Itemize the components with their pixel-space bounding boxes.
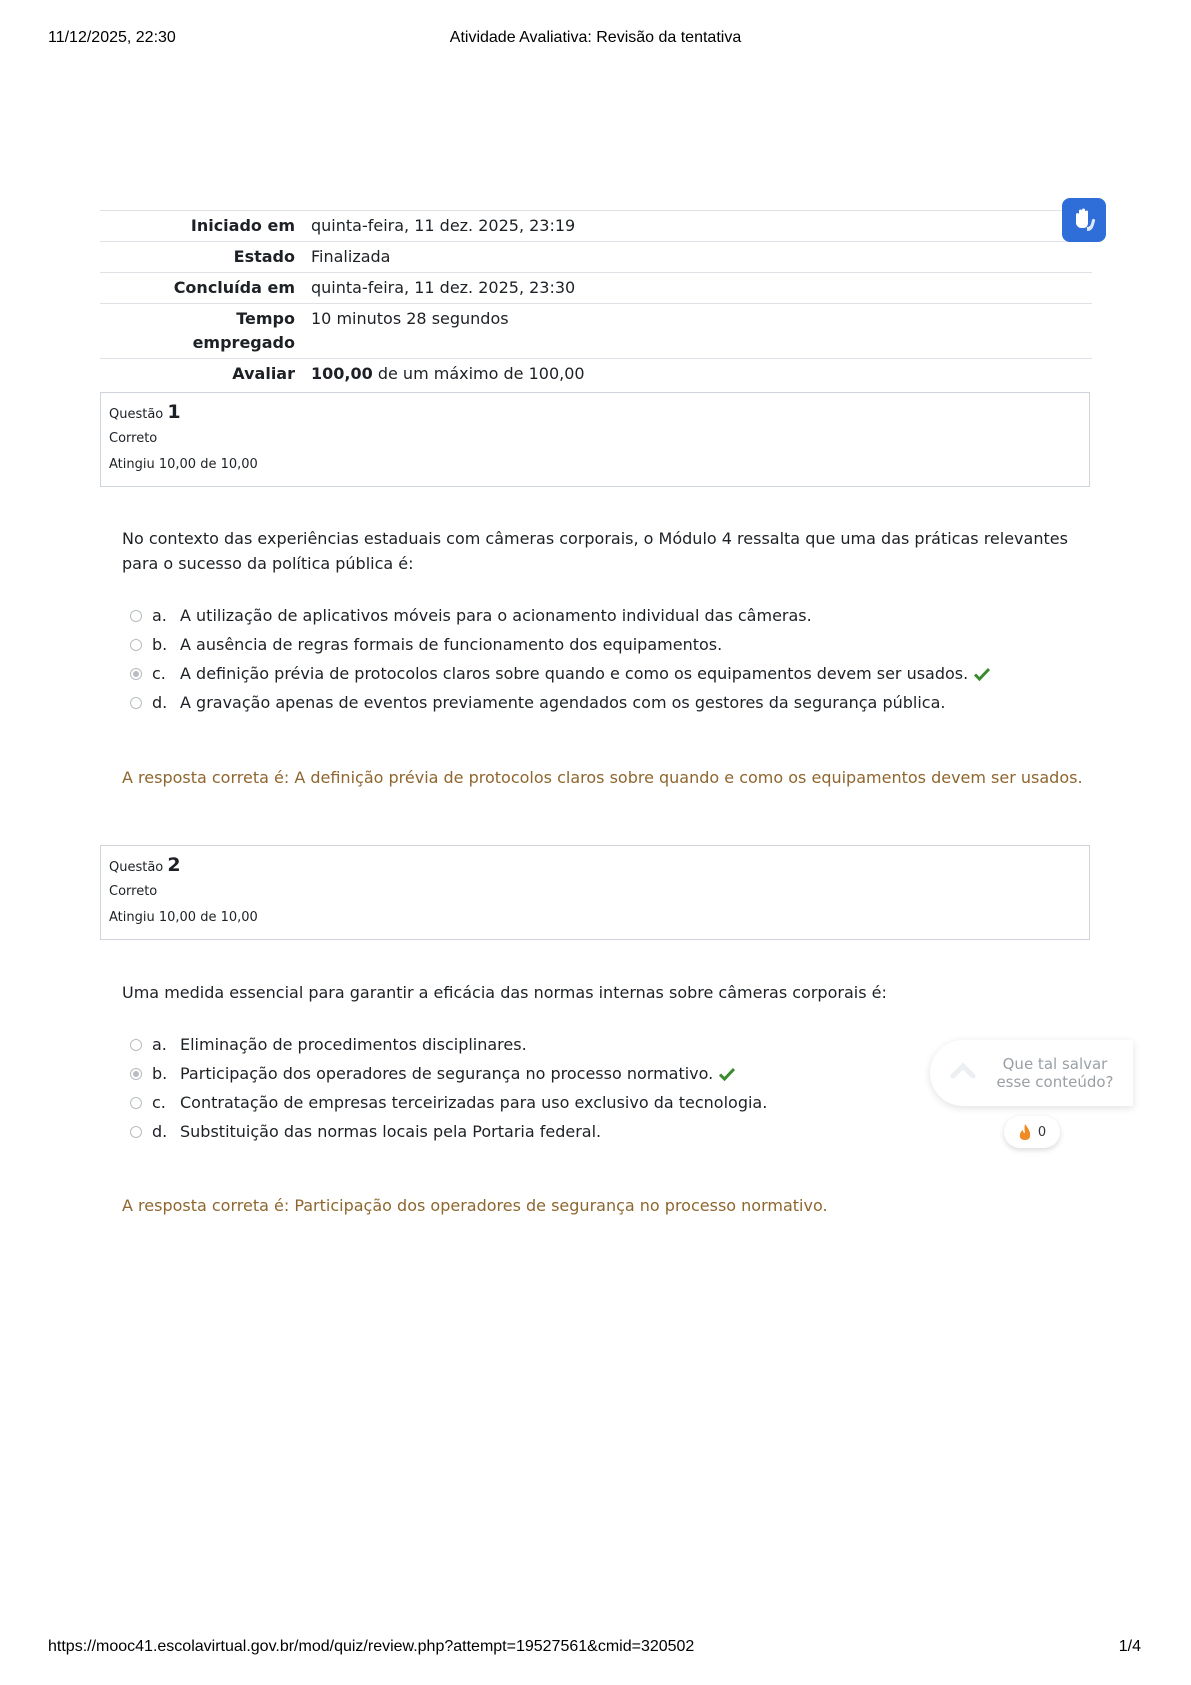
vlibras-accessibility-button[interactable]	[1062, 198, 1106, 242]
summary-row-time-taken	[100, 304, 1092, 359]
question-1-answers	[130, 601, 990, 717]
question-number: Questão 1	[109, 401, 181, 423]
answer-letter: d.	[152, 1122, 168, 1141]
answer-text: Contratação de empresas terceirizadas para uso exclusivo da tecnologia.	[180, 1093, 768, 1112]
question-state: Correto	[109, 431, 158, 446]
answer-text: A gravação apenas de eventos previamente agendados com os gestores da segurança pública.	[180, 693, 946, 712]
radio-button[interactable]	[130, 697, 142, 709]
answer-text: A ausência de regras formais de funcionamento dos equipamentos.	[180, 635, 723, 654]
print-footer	[0, 1638, 1191, 1660]
summary-value	[311, 359, 1092, 390]
summary-label: Iniciado em	[190, 216, 295, 235]
radio-button[interactable]	[130, 1039, 142, 1051]
question-1-right-answer: A resposta correta é: A definição prévia de protocolos claros sobre quando e como os equipamentos devem ser usados.	[122, 768, 1083, 787]
answer-option-selected[interactable]	[130, 1059, 767, 1088]
bookmark-icon	[950, 1062, 976, 1088]
correct-check-icon	[974, 667, 990, 681]
answer-letter: c.	[152, 1093, 166, 1112]
answer-letter: a.	[152, 606, 167, 625]
answer-text: A utilização de aplicativos móveis para o acionamento individual das câmeras.	[180, 606, 812, 625]
page-url: https://mooc41.escolavirtual.gov.br/mod/quiz/review.php?attempt=19527561&cmid=320502	[48, 1638, 695, 1655]
question-grade: Atingiu 10,00 de 10,00	[109, 910, 258, 925]
question-2-right-answer: A resposta correta é: Participação dos operadores de segurança no processo normativo.	[122, 1196, 828, 1215]
attempt-summary-table	[100, 210, 1092, 389]
answer-letter: d.	[152, 693, 168, 712]
answer-option[interactable]	[130, 630, 990, 659]
grade-score: 100,00	[311, 364, 373, 383]
summary-value: 10 minutos 28 segundos	[311, 309, 509, 328]
grade-max: de um máximo de 100,00	[372, 364, 585, 383]
radio-button[interactable]	[130, 1126, 142, 1138]
save-popup-text: Que tal salvar esse conteúdo?	[996, 1055, 1114, 1091]
sign-language-hands-icon	[1070, 206, 1098, 234]
summary-label: Tempo empregado	[192, 309, 295, 352]
question-2-text: Uma medida essencial para garantir a eficácia das normas internas sobre câmeras corporais é:	[122, 983, 887, 1002]
radio-button[interactable]	[130, 610, 142, 622]
answer-option[interactable]	[130, 688, 990, 717]
answer-option[interactable]	[130, 601, 990, 630]
answer-option[interactable]	[130, 1088, 767, 1117]
summary-row-completed	[100, 273, 1092, 304]
summary-label: Concluída em	[173, 278, 295, 297]
attempt-summary	[100, 210, 1092, 389]
answer-text: Participação dos operadores de segurança no processo normativo.	[180, 1064, 714, 1083]
radio-button-checked[interactable]	[130, 668, 142, 680]
question-number: Questão 2	[109, 854, 181, 876]
summary-value: quinta-feira, 11 dez. 2025, 23:19	[311, 216, 576, 235]
summary-row-grade	[100, 359, 1092, 390]
summary-value: quinta-feira, 11 dez. 2025, 23:30	[311, 278, 576, 297]
answer-text: A definição prévia de protocolos claros sobre quando e como os equipamentos devem ser usados.	[180, 664, 969, 683]
answer-letter: b.	[152, 1064, 168, 1083]
radio-button[interactable]	[130, 1097, 142, 1109]
save-content-popup[interactable]	[930, 1040, 1133, 1106]
answer-text: Substituição das normas locais pela Portaria federal.	[180, 1122, 602, 1141]
print-datetime: 11/12/2025, 22:30	[48, 29, 176, 46]
answer-letter: a.	[152, 1035, 167, 1054]
radio-button[interactable]	[130, 639, 142, 651]
answer-option[interactable]	[130, 1030, 767, 1059]
fire-icon	[1018, 1123, 1032, 1141]
answer-letter: c.	[152, 664, 166, 683]
print-page-title: Atividade Avaliativa: Revisão da tentativa	[449, 29, 742, 46]
question-1-info	[100, 392, 1090, 487]
summary-row-started	[100, 211, 1092, 242]
correct-check-icon	[719, 1067, 735, 1081]
question-state: Correto	[109, 884, 158, 899]
answer-text: Eliminação de procedimentos disciplinares.	[180, 1035, 527, 1054]
radio-button-checked[interactable]	[130, 1068, 142, 1080]
answer-option[interactable]	[130, 1117, 767, 1146]
print-header	[0, 29, 1191, 51]
summary-label: Avaliar	[232, 364, 295, 383]
counter-value: 0	[1037, 1124, 1047, 1140]
question-2-answers	[130, 1030, 767, 1146]
summary-value: Finalizada	[311, 247, 391, 266]
question-grade: Atingiu 10,00 de 10,00	[109, 457, 258, 472]
answer-letter: b.	[152, 635, 168, 654]
summary-label: Estado	[233, 247, 295, 266]
page-number: 1/4	[1118, 1638, 1141, 1655]
question-2-info	[100, 845, 1090, 940]
answer-option-selected[interactable]	[130, 659, 990, 688]
question-1-text: No contexto das experiências estaduais com câmeras corporais, o Módulo 4 ressalta que uma das práticas relevantes para o sucesso da política pública é:	[122, 529, 1068, 573]
streak-counter[interactable]	[1004, 1116, 1060, 1148]
summary-row-state	[100, 242, 1092, 273]
